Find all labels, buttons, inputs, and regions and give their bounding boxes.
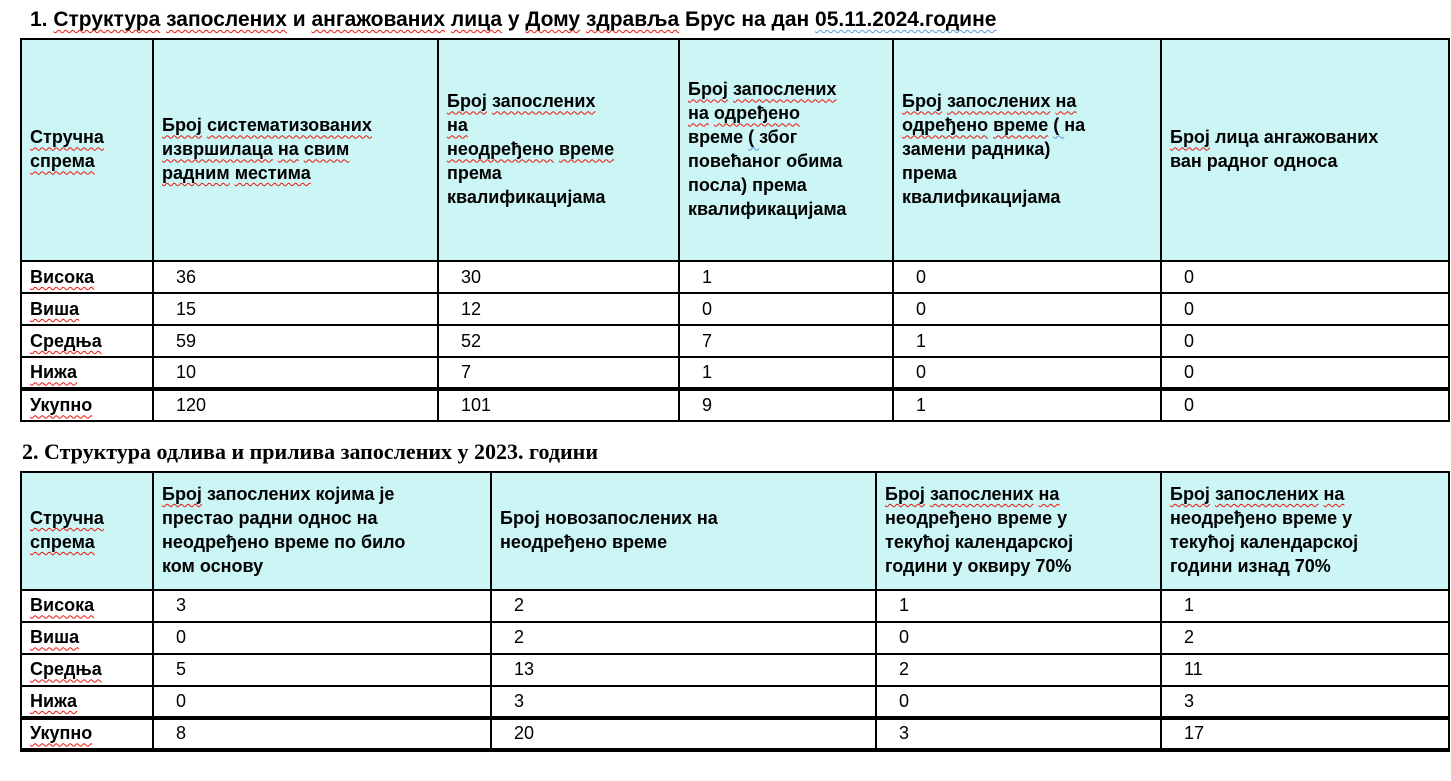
value-cell: 0	[679, 293, 893, 325]
table1-header-row	[21, 39, 1449, 261]
spellcheck-red-text: Стручна	[30, 507, 104, 528]
row-label	[21, 325, 153, 357]
text-segment: Брус на дан	[679, 8, 816, 31]
value-cell: 0	[1161, 325, 1449, 357]
value-cell: 1	[893, 325, 1161, 357]
spellcheck-red-text: Висока	[30, 266, 95, 287]
row-label	[21, 622, 153, 654]
value-cell: 3	[1161, 686, 1449, 718]
spellcheck-red-text: запослених	[732, 79, 837, 100]
value-cell: 0	[153, 686, 491, 718]
spellcheck-red-text: запослених	[929, 483, 1034, 504]
value-cell: 9	[679, 389, 893, 421]
spellcheck-red-text: Број	[885, 483, 925, 504]
table2-header-permanent-within-70pct	[876, 472, 1161, 590]
table1-header-systematized-positions	[153, 39, 438, 261]
spellcheck-red-text: местима	[234, 163, 311, 184]
table2-body	[21, 590, 1449, 750]
table-row	[21, 325, 1449, 357]
value-cell: 13	[491, 654, 876, 686]
value-cell: 2	[491, 622, 876, 654]
spellcheck-red-text: неодређено	[447, 139, 554, 160]
spellcheck-red-text: Број	[1170, 127, 1210, 148]
spellcheck-red-text: одређено	[713, 103, 800, 124]
spellcheck-red-text: Број	[902, 91, 942, 112]
text-segment: квалификацијама	[902, 187, 1061, 208]
table1-header-qualification-level	[21, 39, 153, 261]
spellcheck-red-text: Број	[688, 79, 728, 100]
table2-header-qualification-level	[21, 472, 153, 590]
spellcheck-blue-text: 05.11.2024.године	[815, 8, 997, 31]
text-segment: 2. Структура одлива и прилива запослених у 2023. години	[22, 439, 599, 465]
value-cell: 0	[893, 261, 1161, 293]
value-cell: 5	[153, 654, 491, 686]
spellcheck-red-text: Висока	[30, 595, 95, 616]
text-segment: према	[902, 163, 957, 184]
text-segment: Број новозапослених на	[500, 507, 718, 528]
value-cell: 0	[893, 293, 1161, 325]
value-cell: 7	[679, 325, 893, 357]
text-segment: повећаног обима	[688, 151, 843, 172]
spellcheck-red-text: на	[447, 115, 468, 136]
text-segment: 1.	[30, 8, 54, 31]
text-segment: посла) према	[688, 175, 807, 196]
spellcheck-red-text: свим	[303, 139, 350, 160]
spellcheck-red-text: Виша	[30, 298, 80, 319]
spellcheck-red-text: Структура	[53, 8, 161, 31]
spellcheck-red-text: здравља	[585, 8, 680, 31]
value-cell: 8	[153, 718, 491, 750]
spellcheck-red-text: Средња	[30, 659, 102, 680]
table1-header-engaged-outside-employment	[1161, 39, 1449, 261]
spellcheck-red-text: на	[1038, 483, 1060, 504]
table-row	[21, 590, 1449, 622]
text-segment: текућој календарској	[885, 531, 1074, 552]
table-row	[21, 357, 1449, 389]
text-segment: неодређено време по било	[162, 531, 406, 552]
value-cell: 59	[153, 325, 438, 357]
value-cell: 0	[1161, 293, 1449, 325]
text-segment: замени радника)	[902, 139, 1051, 160]
spellcheck-red-text: запослених	[491, 91, 596, 112]
value-cell: 52	[438, 325, 679, 357]
value-cell: 0	[1161, 261, 1449, 293]
text-segment: запослених којима је	[201, 483, 395, 504]
spellcheck-blue-text: (	[748, 127, 760, 148]
table-total-row	[21, 718, 1449, 750]
table2-header-newly-hired-permanent	[491, 472, 876, 590]
value-cell: 0	[876, 686, 1161, 718]
value-cell: 17	[1161, 718, 1449, 750]
value-cell: 0	[893, 357, 1161, 389]
table1-title	[30, 7, 1451, 33]
value-cell: 0	[876, 622, 1161, 654]
value-cell: 2	[491, 590, 876, 622]
text-segment: ком основу	[162, 555, 264, 576]
text-segment: лица ангажованих	[1209, 127, 1379, 148]
value-cell: 20	[491, 718, 876, 750]
value-cell: 3	[491, 686, 876, 718]
row-label	[21, 293, 153, 325]
spellcheck-red-text: спрема	[30, 531, 95, 552]
table1-header-fixed-term-increased-workload	[679, 39, 893, 261]
spellcheck-red-text: време	[558, 139, 615, 160]
spellcheck-red-text: на	[277, 139, 299, 160]
spellcheck-red-text: Нижа	[30, 690, 78, 711]
spellcheck-red-text: запослених	[946, 91, 1051, 112]
row-label	[21, 389, 153, 421]
text-segment: према	[447, 163, 502, 184]
value-cell: 1	[679, 261, 893, 293]
row-label	[21, 654, 153, 686]
spellcheck-red-text: Број	[162, 115, 202, 136]
spellcheck-red-text: Број	[1170, 483, 1210, 504]
spellcheck-red-text: извршилаца	[162, 139, 273, 160]
text-segment: престао радни однос на	[162, 507, 378, 528]
spellcheck-red-text: Средња	[30, 330, 102, 351]
text-segment: неодређено време	[500, 531, 668, 552]
value-cell: 1	[876, 590, 1161, 622]
value-cell: 101	[438, 389, 679, 421]
table2-header-terminated-employees	[153, 472, 491, 590]
table2-header-row	[21, 472, 1449, 590]
value-cell: 11	[1161, 654, 1449, 686]
spellcheck-red-text: запослених	[166, 8, 287, 31]
spellcheck-red-text: лица	[450, 8, 503, 31]
text-segment: у	[502, 8, 526, 31]
spellcheck-red-text: Број	[162, 483, 202, 504]
value-cell: 10	[153, 357, 438, 389]
spellcheck-red-text: Нижа	[30, 362, 78, 383]
row-label	[21, 590, 153, 622]
value-cell: 0	[1161, 357, 1449, 389]
spellcheck-red-text: Виша	[30, 627, 80, 648]
text-segment: ван радног односа	[1170, 151, 1338, 172]
text-segment: неодређено време у	[1170, 507, 1353, 528]
value-cell: 15	[153, 293, 438, 325]
spellcheck-red-text: ангажованих	[311, 8, 446, 31]
table-row	[21, 293, 1449, 325]
spellcheck-red-text: време	[993, 115, 1049, 136]
value-cell: 1	[679, 357, 893, 389]
table-row	[21, 622, 1449, 654]
value-cell: 3	[876, 718, 1161, 750]
spellcheck-red-text: спрема	[30, 151, 95, 172]
spellcheck-red-text: на	[688, 103, 709, 124]
table2-title	[22, 438, 1451, 466]
value-cell: 3	[153, 590, 491, 622]
value-cell: 30	[438, 261, 679, 293]
table-row	[21, 261, 1449, 293]
value-cell: 1	[893, 389, 1161, 421]
spellcheck-blue-text: (	[1053, 115, 1065, 136]
table-row	[21, 686, 1449, 718]
value-cell: 7	[438, 357, 679, 389]
row-label	[21, 261, 153, 293]
text-segment: и	[286, 8, 312, 31]
value-cell: 1	[1161, 590, 1449, 622]
table-row	[21, 654, 1449, 686]
text-segment: текућој календарској	[1170, 531, 1359, 552]
value-cell: 0	[1161, 389, 1449, 421]
text-segment: години у оквиру 70%	[885, 555, 1072, 576]
spellcheck-red-text: Укупно	[30, 395, 93, 416]
table1-body	[21, 261, 1449, 421]
value-cell: 2	[1161, 622, 1449, 654]
row-label	[21, 686, 153, 718]
text-segment: квалификацијама	[447, 187, 606, 208]
table2-header	[21, 472, 1449, 590]
table2-header-permanent-above-70pct	[1161, 472, 1449, 590]
table1-employee-structure	[20, 38, 1450, 422]
spellcheck-red-text: на	[1323, 483, 1345, 504]
value-cell: 2	[876, 654, 1161, 686]
spellcheck-red-text: систематизованих	[206, 115, 372, 136]
spellcheck-red-text: радним	[162, 163, 230, 184]
text-segment: због	[759, 127, 798, 148]
spellcheck-red-text: Дому	[525, 8, 581, 31]
table1-header-fixed-term-replacement	[893, 39, 1161, 261]
spellcheck-red-text: одређено	[902, 115, 989, 136]
text-segment: квалификацијама	[688, 199, 847, 220]
table1-header	[21, 39, 1449, 261]
spellcheck-red-text: Укупно	[30, 723, 93, 744]
value-cell: 0	[153, 622, 491, 654]
row-label	[21, 357, 153, 389]
value-cell: 36	[153, 261, 438, 293]
spellcheck-red-text: на	[1055, 91, 1077, 112]
text-segment: неодређено време у	[885, 507, 1068, 528]
value-cell: 12	[438, 293, 679, 325]
text-segment: време	[688, 127, 749, 148]
text-segment: на	[1064, 115, 1086, 136]
text-segment: години изнад 70%	[1170, 555, 1331, 576]
row-label	[21, 718, 153, 750]
value-cell: 120	[153, 389, 438, 421]
table2-inflow-outflow-structure	[20, 471, 1450, 752]
table1-header-permanent-employees	[438, 39, 679, 261]
spellcheck-red-text: Број	[447, 91, 487, 112]
spellcheck-red-text: запослених	[1214, 483, 1319, 504]
spellcheck-red-text: Стручна	[30, 127, 104, 148]
table-total-row	[21, 389, 1449, 421]
